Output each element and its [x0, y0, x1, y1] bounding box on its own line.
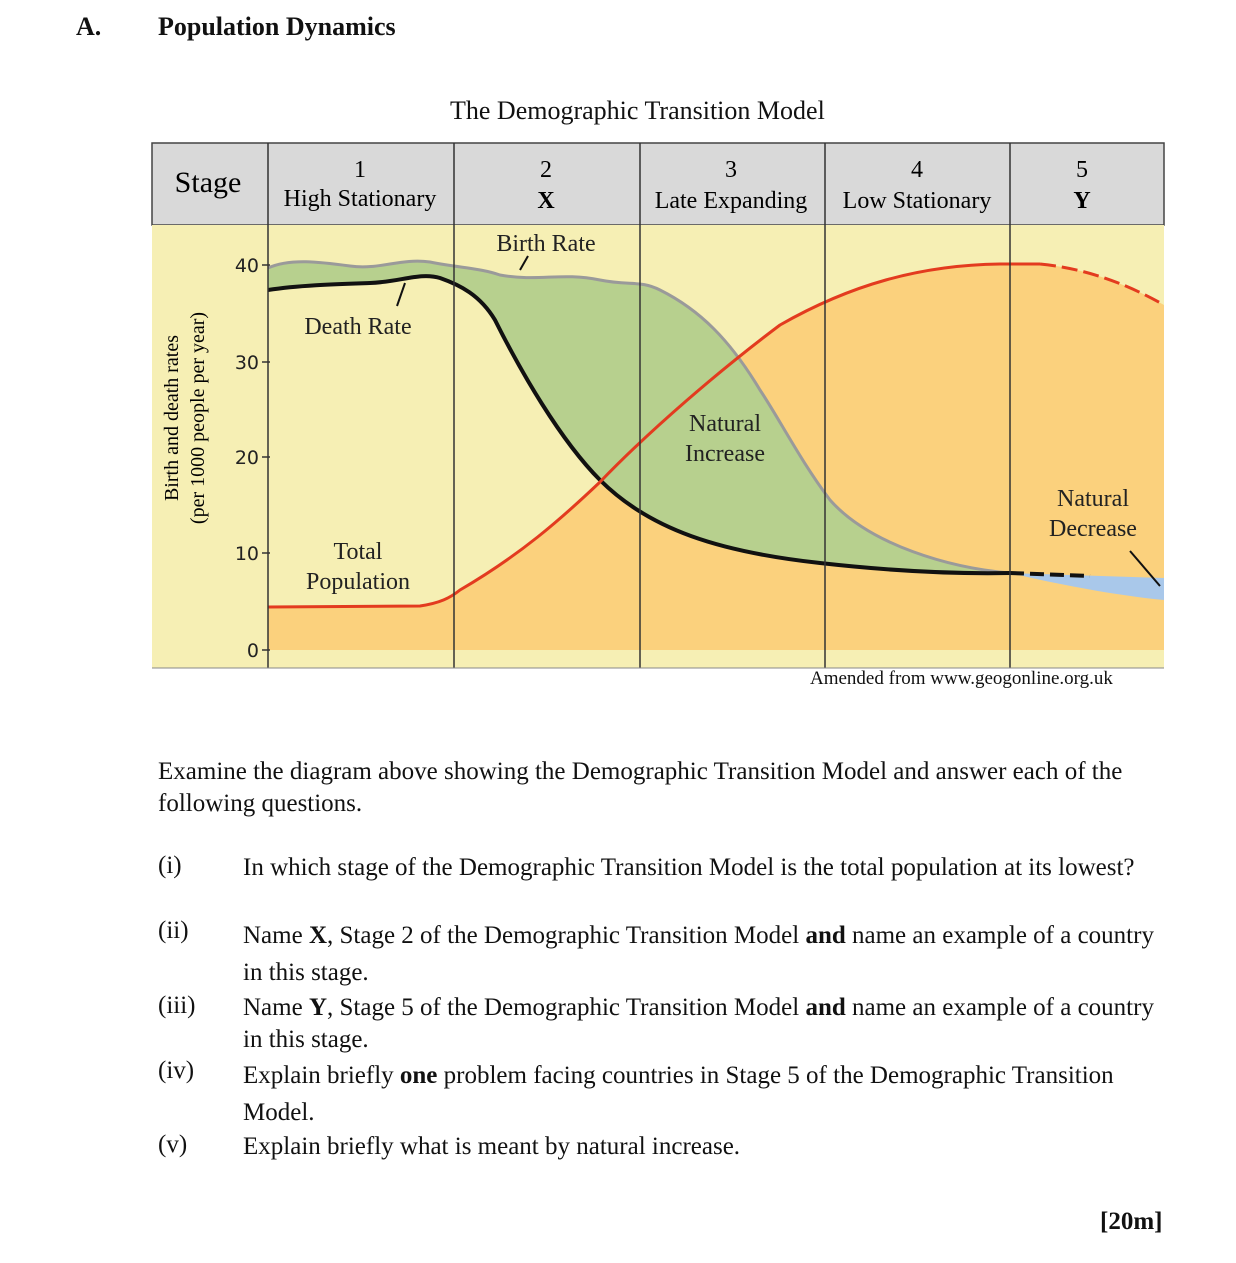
question-number: (ii)	[158, 917, 189, 944]
question-text	[243, 917, 1173, 991]
question-text	[243, 992, 1173, 1056]
intro-paragraph: Examine the diagram above showing the Demographic Transition Model and answer each of the following questions.	[158, 758, 1123, 817]
stage-2-number: 2	[540, 157, 552, 183]
stage-1-name: High Stationary	[283, 186, 437, 212]
stage-4-number: 4	[911, 157, 923, 183]
y-axis-title-line1: Birth and death rates	[161, 334, 183, 502]
question-text-part: Name	[243, 922, 309, 949]
stage-3-name: Late Expanding	[654, 188, 808, 214]
question-text-part: Explain briefly	[243, 1062, 400, 1089]
question-number: (iv)	[158, 1057, 195, 1084]
stage-1-number: 1	[354, 157, 366, 183]
stage-2-name: X	[537, 188, 555, 214]
y-tick-label: 20	[234, 447, 259, 469]
question-text-part: In which stage of the Demographic Transition Model is the total population at its lowest?	[243, 854, 1135, 881]
stage-5-name: Y	[1073, 188, 1091, 214]
total-population-label-line1: Total	[333, 539, 383, 565]
natural-decrease-label-line1: Natural	[1057, 486, 1129, 512]
y-tick-label: 30	[234, 352, 259, 374]
question-text-emphasis: Y	[308, 994, 328, 1021]
total-population-label-line2: Population	[305, 569, 411, 595]
y-tick-label: 0	[246, 640, 259, 662]
y-tick-label: 10	[234, 543, 259, 565]
section-letter: A.	[76, 12, 102, 41]
total-marks: [20m]	[1100, 1208, 1163, 1235]
question-text-part: , Stage 2 of the Demographic Transition Model	[327, 922, 806, 949]
question-text	[243, 1131, 1173, 1163]
question-number: (iii)	[158, 992, 196, 1019]
death-rate-label: Death Rate	[304, 314, 412, 340]
question-number: (i)	[158, 852, 182, 879]
stage-3-number: 3	[725, 157, 737, 183]
y-axis-title-line2: (per 1000 people per year)	[187, 311, 209, 525]
stage-4-name: Low Stationary	[842, 188, 992, 214]
question-text-part: Name	[243, 994, 309, 1021]
question-number: (v)	[158, 1131, 188, 1158]
section-title: Population Dynamics	[158, 12, 396, 41]
question-text-part: name an example of a country in this stage.	[243, 994, 1154, 1053]
birth-rate-label: Birth Rate	[496, 231, 596, 257]
question-text-emphasis: and	[805, 994, 846, 1021]
question-text-emphasis: and	[805, 922, 846, 949]
y-tick-label: 40	[234, 255, 259, 277]
stage-header-label: Stage	[174, 166, 242, 199]
natural-decrease-label-line2: Decrease	[1049, 516, 1137, 542]
figure-credit: Amended from www.geogonline.org.uk	[810, 668, 1113, 689]
stage-5-number: 5	[1076, 157, 1088, 183]
question-text-emphasis: X	[308, 922, 328, 949]
natural-increase-label-line2: Increase	[685, 441, 765, 467]
question-text	[243, 1057, 1173, 1131]
question-text	[243, 852, 1173, 884]
question-text-part: , Stage 5 of the Demographic Transition Model	[327, 994, 806, 1021]
question-text-part: Explain briefly what is meant by natural increase.	[243, 1133, 741, 1160]
natural-increase-label-line1: Natural	[689, 411, 761, 437]
question-text-part: name an example of a country in this stage.	[243, 922, 1154, 986]
question-text-emphasis: one	[399, 1062, 438, 1089]
figure-title: The Demographic Transition Model	[450, 96, 825, 125]
question-text-part: problem facing countries in Stage 5 of the Demographic Transition Model.	[243, 1062, 1114, 1126]
